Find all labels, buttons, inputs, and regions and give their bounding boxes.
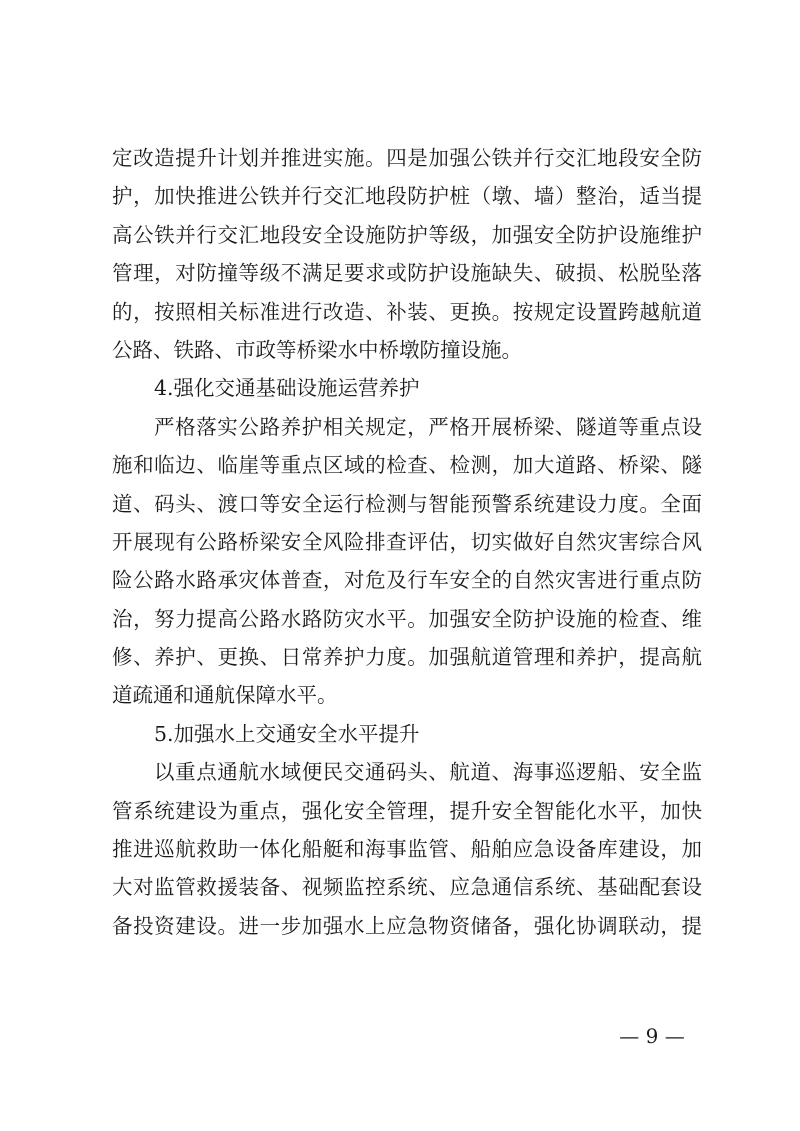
text-line: 管理，对防撞等级不满足要求或防护设施缺失、破损、松脱坠落 <box>112 261 702 286</box>
text-line: 定改造提升计划并推进实施。四是加强公铁并行交汇地段安全防 <box>112 146 702 170</box>
text-line: 管系统建设为重点，强化安全管理，提升安全智能化水平，加快 <box>112 798 702 823</box>
text-line: 大对监管救援装备、视频监控系统、应急通信系统、基础配套设 <box>112 875 702 900</box>
text-line: 施和临边、临崖等重点区域的检查、检测，加大道路、桥梁、隧 <box>112 453 702 478</box>
text-line: 险公路水路承灾体普查，对危及行车安全的自然灾害进行重点防 <box>112 568 702 593</box>
text-line: 备投资建设。进一步加强水上应急物资储备，强化协调联动，提 <box>112 913 702 938</box>
page-number: — 9 — <box>619 1024 685 1048</box>
text-line: 以重点通航水域便民交通码头、航道、海事巡逻船、安全监 <box>154 760 702 785</box>
text-line: 修、养护、更换、日常养护力度。加强航道管理和养护，提高航 <box>112 645 702 670</box>
text-line: 高公铁并行交汇地段安全设施防护等级，加强安全防护设施维护 <box>112 222 702 247</box>
text-line: 开展现有公路桥梁安全风险排查评估，切实做好自然灾害综合风 <box>112 529 702 554</box>
text-line: 公路、铁路、市政等桥梁水中桥墩防撞设施。 <box>112 337 522 362</box>
section-heading: 4.强化交通基础设施运营养护 <box>154 376 420 401</box>
text-line: 的，按照相关标准进行改造、补装、更换。按规定设置跨越航道 <box>112 299 702 324</box>
text-line: 推进巡航救助一体化船艇和海事监管、船舶应急设备库建设，加 <box>112 837 702 862</box>
text-line: 严格落实公路养护相关规定，严格开展桥梁、隧道等重点设 <box>154 414 702 439</box>
text-line: 护，加快推进公铁并行交汇地段防护桩（墩、墙）整治，适当提 <box>112 184 702 209</box>
text-line: 治，努力提高公路水路防灾水平。加强安全防护设施的检查、维 <box>112 606 702 631</box>
section-heading: 5.加强水上交通安全水平提升 <box>154 721 420 746</box>
text-line: 道疏通和通航保障水平。 <box>112 683 338 708</box>
body-text <box>112 139 702 945</box>
text-line: 道、码头、渡口等安全运行检测与智能预警系统建设力度。全面 <box>112 491 702 516</box>
